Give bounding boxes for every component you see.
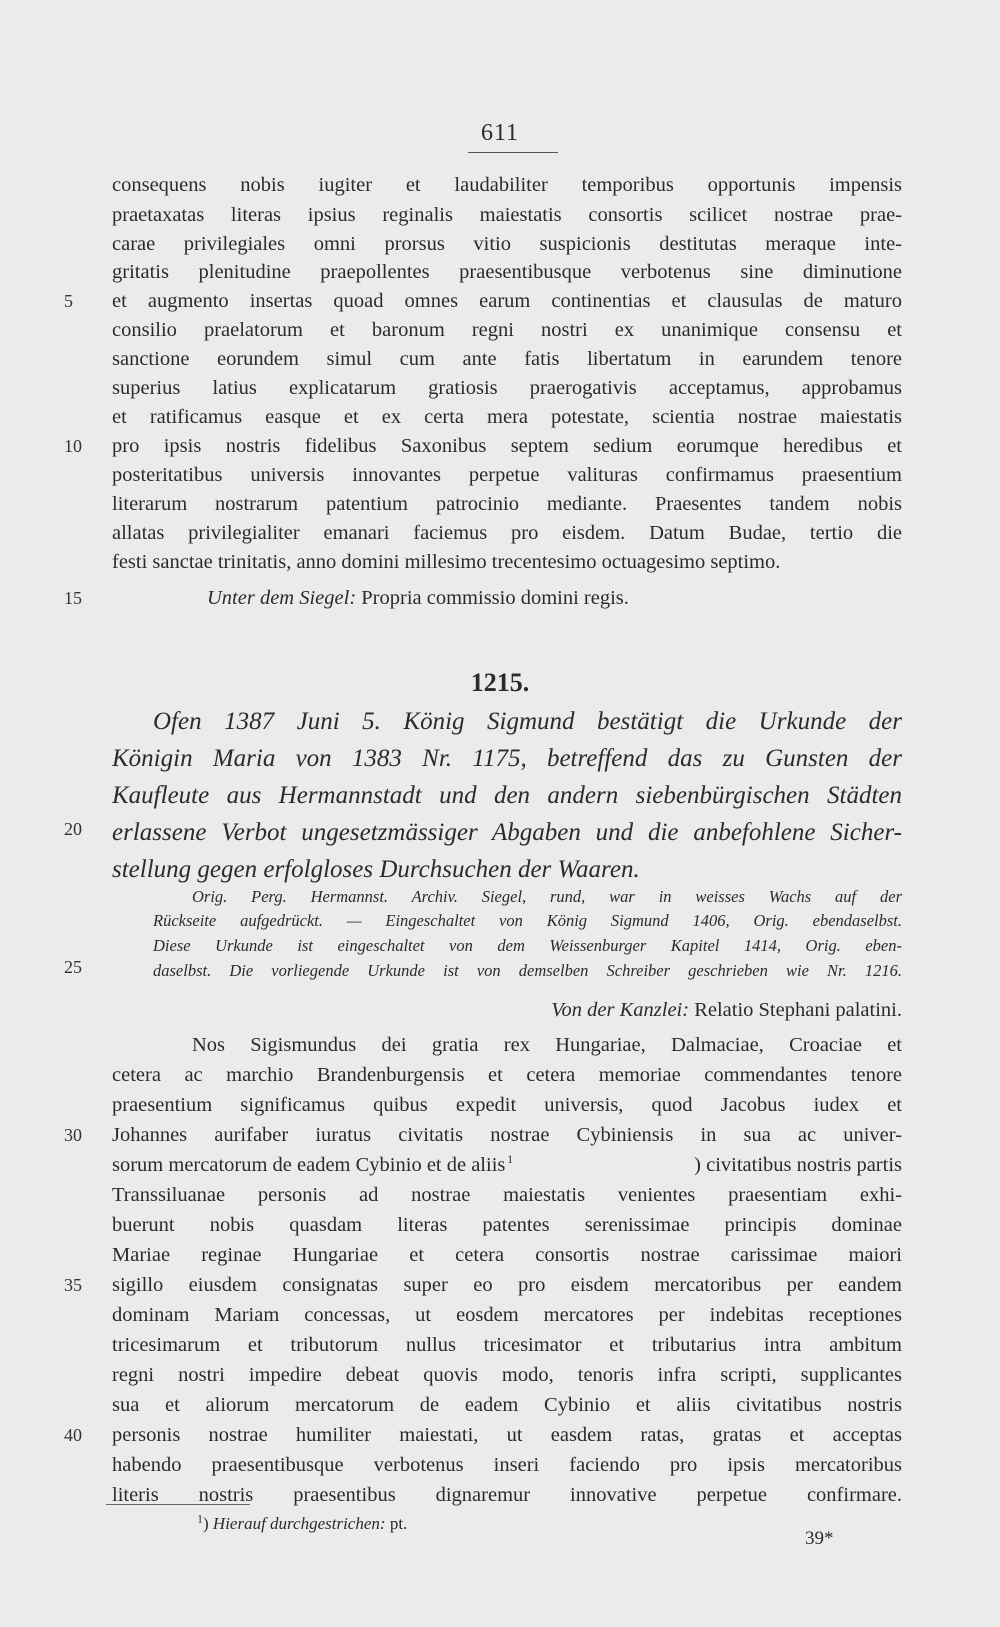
text-segment: ) civitatibus nostris partis	[694, 1154, 902, 1176]
note-line: daselbst. Die vorliegende Urkunde ist von demselben Schreiber geschrieben wie Nr. 1216.	[153, 961, 902, 980]
regest-line: Ofen 1387 Juni 5. König Sigmund bestätigt die Urkunde der	[153, 708, 902, 735]
footnote-text: pt.	[389, 1514, 408, 1533]
footnote-reference: 1	[507, 1152, 514, 1167]
regest-line: Königin Maria von 1383 Nr. 1175, betreffend das zu Gunsten der	[112, 745, 902, 772]
text-line: praesentium significamus quibus expedit universis, quod Jacobus iudex et	[112, 1094, 902, 1116]
regest-line: stellung gegen erfolgloses Durchsuchen der Waaren.	[112, 856, 640, 883]
text-line: consequens nobis iugiter et laudabiliter temporibus opportunis impensis	[112, 174, 902, 196]
text-line: regni nostri impedire debeat quovis modo, tenoris infra scripti, supplicantes	[112, 1364, 902, 1386]
text-line: buerunt nobis quasdam literas patentes serenissimae principis dominae	[112, 1214, 902, 1236]
text-line: sanctione eorundem simul cum ante fatis libertatum in earundem tenore	[112, 348, 902, 370]
line-number: 40	[64, 1425, 82, 1445]
text-line: et ratificamus easque et ex certa mera potestate, scientia nostrae maiestatis	[112, 406, 902, 428]
signature-mark: 39*	[805, 1528, 834, 1549]
note-line: Rückseite aufgedrückt. — Eingeschaltet von König Sigmund 1406, Orig. ebendaselbst.	[153, 911, 902, 930]
note-line: Diese Urkunde ist eingeschaltet von dem Weissenburger Kapitel 1414, Orig. eben-	[153, 936, 902, 955]
text-segment: sorum mercatorum de eadem Cybinio et de aliis	[112, 1154, 506, 1176]
page-number: 611	[480, 120, 520, 146]
text-line-with-footnote	[112, 1150, 902, 1180]
text-line: literarum nostrarum patentium patrocinio mediante. Praesentes tandem nobis	[112, 493, 902, 515]
text-line: Transsiluanae personis ad nostrae maiestatis venientes praesentiam exhi-	[112, 1184, 902, 1206]
text-line: sigillo eiusdem consignatas super eo pro eisdem mercatoribus per eandem	[112, 1274, 902, 1296]
line-number: 20	[64, 819, 82, 839]
note-line: Orig. Perg. Hermannst. Archiv. Siegel, rund, war in weisses Wachs auf der	[192, 887, 902, 906]
text-line: pro ipsis nostris fidelibus Saxonibus septem sedium eorumque heredibus et	[112, 435, 902, 457]
seal-text: Propria commissio domini regis.	[361, 587, 629, 609]
text-line: Johannes aurifaber iuratus civitatis nostrae Cybiniensis in sua ac univer-	[112, 1124, 902, 1146]
text-line: et augmento insertas quoad omnes earum continentias et clausulas de maturo	[112, 290, 902, 312]
text-line: Nos Sigismundus dei gratia rex Hungariae, Dalmaciae, Croaciae et	[192, 1034, 902, 1056]
footnote-rule	[106, 1504, 250, 1505]
text-line: allatas privilegialiter emanari faciemus pro eisdem. Datum Budae, tertio die	[112, 522, 902, 544]
footnote-label: Hierauf durchgestrichen:	[212, 1514, 386, 1533]
text-line: habendo praesentibusque verbotenus inseri faciendo pro ipsis mercatoribus	[112, 1454, 902, 1476]
text-line: sua et aliorum mercatorum de eadem Cybinio et aliis civitatibus nostris	[112, 1394, 902, 1416]
text-line: praetaxatas literas ipsius reginalis maiestatis consortis scilicet nostrae prae-	[112, 204, 902, 226]
regest-line: Kaufleute aus Hermannstadt und den andern siebenbürgischen Städten	[112, 782, 902, 809]
text-line: Mariae reginae Hungariae et cetera consortis nostrae carissimae maiori	[112, 1244, 902, 1266]
seal-line	[207, 583, 629, 613]
text-line: personis nostrae humiliter maiestati, ut easdem ratas, gratas et acceptas	[112, 1424, 902, 1446]
footnote: $^1$) Hierauf durchgestrichen: pt.	[197, 1511, 408, 1533]
document-number: 1215.	[470, 668, 530, 697]
seal-label: Unter dem Siegel:	[207, 587, 357, 609]
text-line: tricesimarum et tributorum nullus tricesimator et tributarius intra ambitum	[112, 1334, 902, 1356]
line-number: 25	[64, 957, 82, 977]
text-line: carae privilegiales omni prorsus vitio suspicionis destitutas meraque inte-	[112, 233, 902, 255]
text-line: festi sanctae trinitatis, anno domini millesimo trecentesimo octuagesimo septimo.	[112, 551, 781, 573]
text-line: posteritatibus universis innovantes perpetue valituras confirmamus praesentium	[112, 464, 902, 486]
text-line: superius latius explicatarum gratiosis praerogativis acceptamus, approbamus	[112, 377, 902, 399]
text-line: literis nostris praesentibus dignaremur innovative perpetue confirmare.	[112, 1484, 902, 1506]
text-line: gritatis plenitudine praepollentes praesentibusque verbotenus sine diminutione	[112, 261, 902, 283]
line-number: 15	[64, 588, 82, 608]
regest-line: erlassene Verbot ungesetzmässiger Abgaben und die anbefohlene Sicher-	[112, 819, 902, 846]
kanzlei-text: Relatio Stephani palatini.	[694, 999, 902, 1021]
line-number: 5	[64, 291, 73, 311]
page-number-rule	[468, 152, 558, 153]
line-number: 30	[64, 1125, 82, 1145]
text-line: cetera ac marchio Brandenburgensis et cetera memoriae commendantes tenore	[112, 1064, 902, 1086]
text-line: dominam Mariam concessas, ut eosdem mercatores per indebitas receptiones	[112, 1304, 902, 1326]
text-line: consilio praelatorum et baronum regni nostri ex unanimique consensu et	[112, 319, 902, 341]
line-number: 35	[64, 1275, 82, 1295]
kanzlei-label: Von der Kanzlei:	[551, 999, 690, 1021]
footnote-marker: 1	[197, 1511, 203, 1526]
line-number: 10	[64, 436, 82, 456]
kanzlei-line	[551, 995, 902, 1025]
